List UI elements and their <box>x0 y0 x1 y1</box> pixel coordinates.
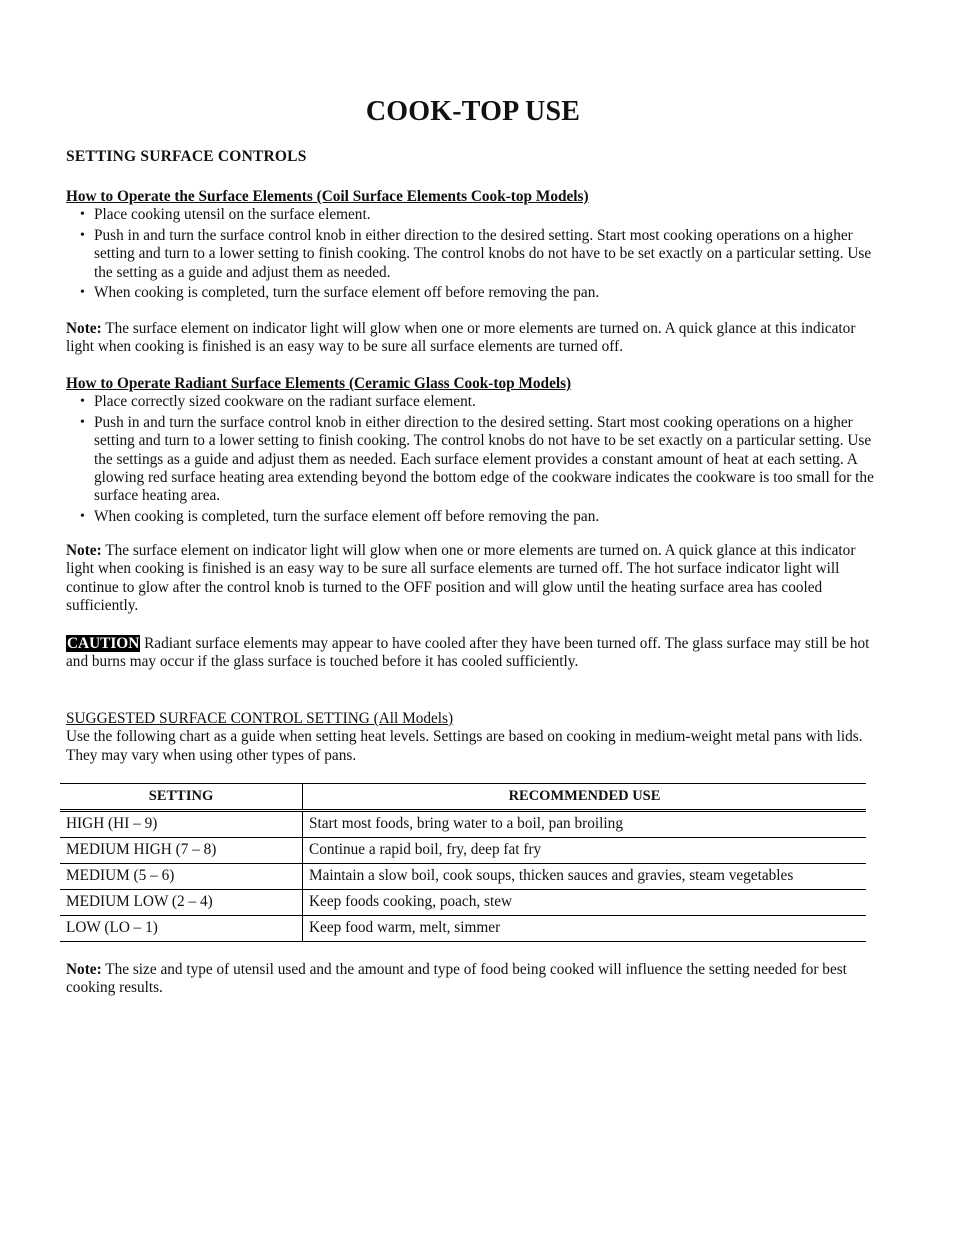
column-header-recommended-use: RECOMMENDED USE <box>303 784 867 811</box>
list-item: • Place cooking utensil on the surface element. <box>94 206 880 224</box>
recommended-use-cell: Keep foods cooking, poach, stew <box>303 890 867 916</box>
page-title: COOK-TOP USE <box>365 96 581 127</box>
setting-cell: LOW (LO – 1) <box>60 916 303 942</box>
list-item: • When cooking is completed, turn the surface element off before removing the pan. <box>94 284 880 302</box>
coil-heading: How to Operate the Surface Elements (Coil Surface Elements Cook-top Models) <box>66 188 589 205</box>
setting-cell: HIGH (HI – 9) <box>60 811 303 838</box>
note-label: Note: <box>66 320 102 337</box>
coil-section <box>66 188 880 304</box>
radiant-note <box>66 542 880 616</box>
caution-block <box>66 635 880 672</box>
list-item: • When cooking is completed, turn the surface element off before removing the pan. <box>94 508 880 526</box>
recommended-use-cell: Start most foods, bring water to a boil, pan broiling <box>303 811 867 838</box>
recommended-use-cell: Keep food warm, melt, simmer <box>303 916 867 942</box>
list-item: • Push in and turn the surface control knob in either direction to the desired setting. Start most cooking operations on a higher setting and turn to a lower setting to finish cooking. The control knobs do not have to be set exactly on a particular setting. Use the settings as a guide and adjust them as needed. Each surface element provides a constant amount of heat at each setting. A glowing red surface heating area extending beyond the bottom edge of the cookware indicates the cookware is too small for the surface heating area. <box>94 414 880 506</box>
settings-table <box>60 783 866 942</box>
radiant-heading: How to Operate Radiant Surface Elements (Ceramic Glass Cook-top Models) <box>66 375 572 392</box>
suggested-heading: SUGGESTED SURFACE CONTROL SETTING (All Models) <box>66 710 454 727</box>
suggested-section <box>66 710 880 765</box>
list-item: • Push in and turn the surface control knob in either direction to the desired setting. Start most cooking operations on a higher setting and turn to a lower setting to finish cooking. The control knobs do not have to be set exactly on a particular setting. Use the setting as a guide and adjust them as needed. <box>94 227 880 282</box>
table-row <box>60 838 866 864</box>
coil-note <box>66 320 880 357</box>
note-text: The size and type of utensil used and the amount and type of food being cooked will influence the setting needed for best cooking results. <box>66 961 847 997</box>
table-header-row <box>60 784 866 811</box>
setting-cell: MEDIUM (5 – 6) <box>60 864 303 890</box>
radiant-bullet-list <box>66 393 880 526</box>
table-row <box>60 811 866 838</box>
table-row <box>60 890 866 916</box>
table-row <box>60 916 866 942</box>
setting-cell: MEDIUM LOW (2 – 4) <box>60 890 303 916</box>
setting-cell: MEDIUM HIGH (7 – 8) <box>60 838 303 864</box>
suggested-intro: Use the following chart as a guide when setting heat levels. Settings are based on cooking in medium-weight metal pans with lids. They may vary when using other types of pans. <box>66 728 863 764</box>
caution-text: Radiant surface elements may appear to have cooled after they have been turned off. The glass surface may still be hot and burns may occur if the glass surface is touched before it has cooled sufficiently. <box>66 635 870 671</box>
section-heading: SETTING SURFACE CONTROLS <box>66 148 307 165</box>
note-text: The surface element on indicator light will glow when one or more elements are turned on. A quick glance at this indicator light when cooking is finished is an easy way to be sure all surface elements are turned off. The hot surface indicator light will continue to glow after the control knob is turned to the OFF position and will glow until the heating surface area has cooled sufficiently. <box>66 542 856 615</box>
caution-label: CAUTION <box>67 635 140 652</box>
recommended-use-cell: Maintain a slow boil, cook soups, thicken sauces and gravies, steam vegetables <box>303 864 867 890</box>
note-text: The surface element on indicator light will glow when one or more elements are turned on. A quick glance at this indicator light when cooking is finished is an easy way to be sure all surface elements are turned off. <box>66 320 856 356</box>
table-row <box>60 864 866 890</box>
recommended-use-cell: Continue a rapid boil, fry, deep fat fry <box>303 838 867 864</box>
note-label: Note: <box>66 961 102 978</box>
coil-bullet-list <box>66 206 880 302</box>
list-item: • Place correctly sized cookware on the radiant surface element. <box>94 393 880 411</box>
radiant-section <box>66 375 880 528</box>
note-label: Note: <box>66 542 102 559</box>
final-note <box>66 961 880 998</box>
column-header-setting: SETTING <box>60 784 303 811</box>
